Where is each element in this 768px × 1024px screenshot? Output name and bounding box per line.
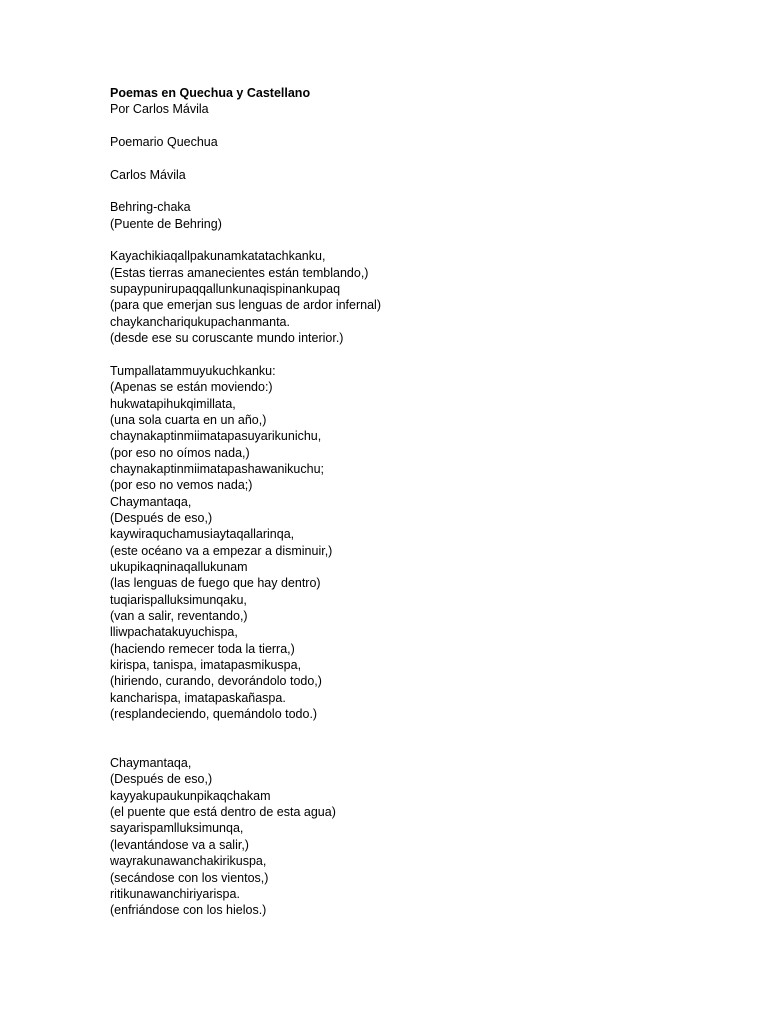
poem-stanza-3 [110,755,670,918]
verse-line: Kayachikiaqallpakunamkatatachkanku, [110,249,326,264]
verse-line: (enfriándose con los hielos.) [110,903,267,918]
verse-line: hukwatapihukqimillata, [110,396,236,411]
verse-line: (por eso no oímos nada,) [110,445,250,460]
verse-line: (Apenas se están moviendo:) [110,380,273,395]
verse-line: (para que emerjan sus lenguas de ardor infernal) [110,298,381,313]
verse-line: (secándose con los vientos,) [110,870,269,885]
verse-line: (por eso no vemos nada;) [110,478,253,493]
spacer [110,150,670,166]
verse-line: (el puente que está dentro de esta agua) [110,805,336,820]
verse-line: (van a salir, reventando,) [110,609,248,623]
document-byline: Por Carlos Mávila [110,102,209,117]
verse-line: kancharispa, imatapaskañaspa. [110,690,286,705]
verse-line: ritikunawanchiriyarispa. [110,886,240,901]
spacer [110,232,670,248]
verse-line: chaynakaptinmiimatapashawanikuchu; [110,461,325,476]
poem-title-translation: (Puente de Behring) [110,216,222,231]
verse-line: Chaymantaqa, [110,756,192,771]
poem-stanza-2 [110,363,670,723]
verse-line: supaypunirupaqqallunkunaqispinankupaq [110,282,341,297]
verse-line: (desde ese su coruscante mundo interior.) [110,331,344,346]
verse-line: kirispa, tanispa, imatapasmikuspa, [110,658,302,673]
poem-title: Behring-chaka [110,200,191,215]
verse-line: (las lenguas de fuego que hay dentro) [110,576,321,591]
verse-line: lliwpachatakuyuchispa, [110,625,238,640]
verse-line: wayrakunawanchakirikuspa, [110,854,267,869]
verse-line: kaywiraquchamusiaytaqallarinqa, [110,527,295,542]
verse-line: kayyakupaukunpikaqchakam [110,788,271,803]
verse-line: chaykanchariqukupachanmanta. [110,314,290,329]
author-name: Carlos Mávila [110,167,186,182]
poem-stanza-1 [110,248,670,346]
verse-line: (haciendo remecer toda la tierra,) [110,641,295,656]
verse-line: tuqiarispalluksimunqaku, [110,592,247,607]
document-content [110,85,670,919]
verse-line: (Estas tierras amanecientes están temblando,) [110,265,369,280]
verse-line: Chaymantaqa, [110,494,192,509]
verse-line: ukupikaqninaqallukunam [110,559,248,574]
verse-line: (Después de eso,) [110,772,213,787]
spacer [110,347,670,363]
verse-line: (este océano va a empezar a disminuir,) [110,543,333,558]
spacer [110,183,670,199]
spacer [110,722,670,755]
verse-line: (hiriendo, curando, devorándolo todo,) [110,674,322,689]
verse-line: (Después de eso,) [110,510,213,525]
verse-line: (una sola cuarta en un año,) [110,412,267,427]
verse-line: chaynakaptinmiimatapasuyarikunichu, [110,429,322,444]
collection-title: Poemario Quechua [110,135,218,150]
verse-line: (resplandeciendo, quemándolo todo.) [110,707,318,722]
verse-line: (levantándose va a salir,) [110,837,249,852]
spacer [110,118,670,134]
document-title: Poemas en Quechua y Castellano [110,86,311,100]
verse-line: sayarispamlluksimunqa, [110,821,244,836]
verse-line: Tumpallatammuyukuchkanku: [110,363,276,378]
